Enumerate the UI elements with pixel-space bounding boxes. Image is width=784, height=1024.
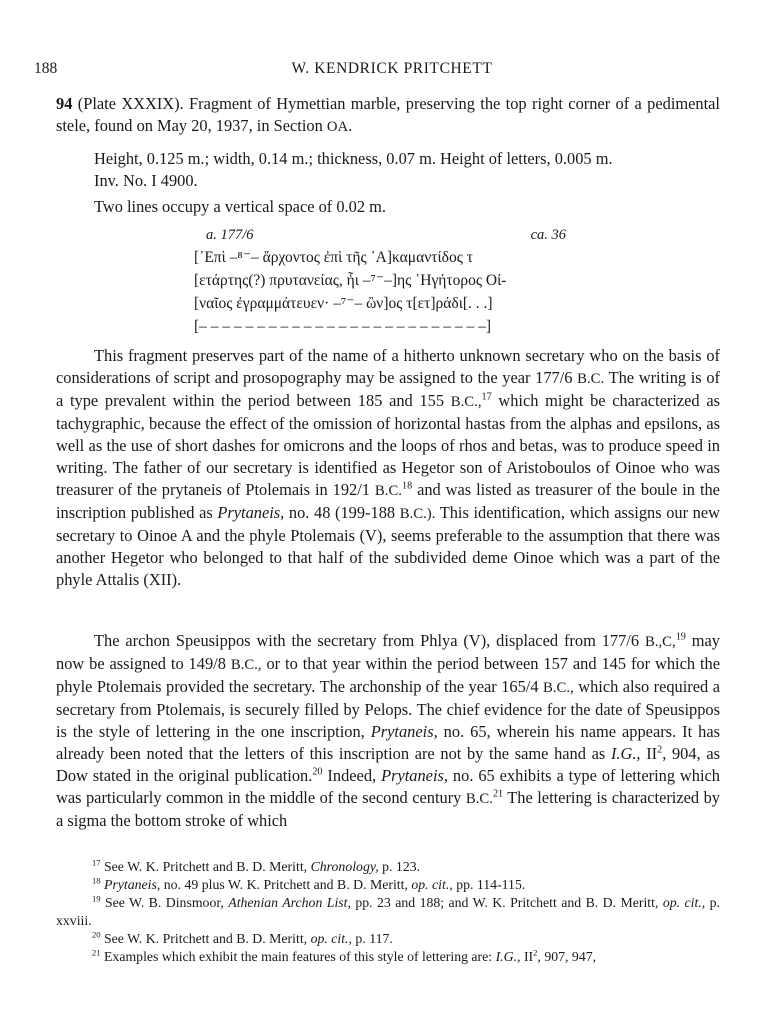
dimensions: Height, 0.125 m.; width, 0.14 m.; thickness, 0.07 m. Height of letters, 0.005 m.	[94, 149, 613, 168]
footnote-text: See W. K. Pritchett and B. D. Meritt,	[104, 859, 308, 874]
footnote-18	[92, 876, 722, 894]
footnote-text: See W. B. Dinsmoor,	[104, 895, 224, 910]
footnote-text: p. xxviii.	[56, 895, 720, 928]
page-header	[0, 60, 784, 84]
footnote-ref-19[interactable]: 19	[675, 631, 686, 643]
paragraph-text: The lettering is characterized by a sigma the bottom stroke of which	[56, 788, 720, 830]
era-abbrev: B.C.	[577, 371, 605, 387]
edition-superscript: 2	[533, 947, 538, 958]
era-abbrev: B.C.	[465, 791, 493, 807]
paragraph-text: II	[646, 744, 658, 763]
paragraph-text: no. 65 exhibits a type of lettering which was particularly common in the middle of the second century	[56, 766, 720, 807]
paragraph-text: This identification, which assigns our new secretary to Oinoe A and the phyle Ptolemais (V), seems preferable to the assumption that there was another Hegetor who belonged to that half of the subdivided deme Oinoe which was a part of the phyle Attalis (XII).	[56, 503, 720, 589]
footnote-number: 20	[92, 929, 101, 940]
work-title: op. cit.,	[310, 931, 352, 946]
footnote-number: 19	[92, 893, 101, 904]
paragraph-text: which might be characterized as tachygraphic, because the effect of the omission of horizontal hastas from the alphas and epsilons, as well as the use of short dashes for omicrons and the loops of rhos and betas, was to produce speed in writing. The father of our secretary is identified as Hegetor son of Aristoboulos of Oinoe who was treasurer of the prytaneis of Ptolemais in 192/1	[56, 391, 720, 499]
paragraph-text: , 904, as Dow stated in the original publication.	[56, 744, 720, 785]
era-abbrev: B.C.,	[543, 680, 574, 696]
inscription-line: [ναῖος ἐγραμμάτευεν· –⁷⁻– ὢν]ος τ[ετ]ράδι[. . .]	[194, 295, 493, 312]
entry-intro-text: (Plate XXXIX). Fragment of Hymettian marble, preserving the top right corner of a pedimental stele, found on May 20, 1937, in Section	[56, 94, 720, 135]
work-title: Prytaneis,	[104, 877, 161, 892]
work-title: Prytaneis,	[370, 722, 438, 741]
paragraph-text: Indeed,	[327, 766, 377, 785]
paragraph-text: or to that year within the period between 157 and 145 for which the phyle Ptolemais provided the secretary. The archonship of the year 165/4	[56, 654, 720, 696]
work-title: Chronology,	[310, 859, 379, 874]
footnote-text: pp. 23 and 188; and W. K. Pritchett and B. D. Meritt,	[355, 895, 659, 910]
paragraph-2	[56, 630, 720, 832]
running-head: W. KENDRICK PRITCHETT	[291, 60, 493, 77]
footnote-text: See W. K. Pritchett and B. D. Meritt,	[104, 931, 308, 946]
footnote-text: pp. 114-115.	[456, 877, 526, 892]
paragraph-text: which also required a secretary from Ptolemais, is securely filled by Pelops. The chief evidence for the date of Speusippos is the style of lettering in the one inscription,	[56, 677, 720, 741]
footnote-ref-21[interactable]: 21	[492, 788, 504, 800]
footnote-number: 21	[92, 947, 101, 958]
footnote-17	[92, 858, 722, 876]
inscription-letter-count: ca. 36	[530, 227, 566, 243]
footnote-text: II	[523, 949, 534, 964]
entry-number: 94	[56, 94, 73, 113]
footnote-number: 17	[92, 857, 101, 868]
footnote-ref-20[interactable]: 20	[312, 766, 323, 778]
era-abbrev: B.C.,	[230, 657, 262, 673]
footnote-21	[92, 948, 722, 966]
work-title: op. cit.,	[411, 877, 453, 892]
footnote-text: Examples which exhibit the main features of this style of lettering are:	[104, 949, 493, 964]
footnote-text: , 907, 947,	[537, 949, 597, 964]
inscription-line: [᾿Επὶ –⁸⁻– ἄρχοντος ἐπὶ τῆς ᾿Α]καμαντίδος τ	[194, 249, 473, 266]
era-abbrev: B.,C,	[644, 634, 676, 650]
work-title: Prytaneis,	[217, 503, 285, 522]
era-abbrev: B.C.).	[399, 506, 436, 522]
paragraph-text: may now be assigned to 149/8	[56, 631, 720, 673]
paragraph-text: This fragment preserves part of the name of a hitherto unknown secretary who on the basis of considerations of script and prosopography may be assigned to the year 177/6	[56, 346, 720, 387]
inscription-line: [– – – – – – – – – – – – – – – – – – – – – – – – –]	[194, 318, 492, 335]
work-title: I.G.,	[495, 949, 521, 964]
edition-superscript: 2	[657, 744, 663, 756]
line-spacing: Two lines occupy a vertical space of 0.02 m.	[94, 197, 386, 216]
footnote-ref-18[interactable]: 18	[401, 480, 413, 492]
footnote-ref-17[interactable]: 17	[481, 391, 492, 403]
footnote-text: p. 123.	[382, 859, 421, 874]
paragraph-text: no. 48 (199-188	[288, 503, 396, 522]
era-abbrev: B.C.,	[450, 394, 482, 410]
work-title: Prytaneis,	[381, 766, 448, 785]
section-label: OA	[326, 119, 349, 135]
entry-measurements	[94, 148, 722, 218]
inscription-line: [ετάρτης(?) πρυτανείας, ἧι –⁷⁻–]ης ῾Ηγήτορος Οἰ-	[194, 272, 507, 289]
paragraph-1	[56, 345, 720, 591]
entry-intro: 94 (Plate XXXIX). Fragment of Hymettian marble, preserving the top right corner of a pedimental stele, found on May 20, 1937, in Section OA.	[56, 94, 720, 135]
paragraph-text: The archon Speusippos with the secretary from Phlya (V), displaced from 177/6	[94, 631, 640, 650]
paragraph-text: and was listed as treasurer of the boule in the inscription published as	[56, 480, 720, 522]
footnote-text: no. 49 plus W. K. Pritchett and B. D. Meritt,	[163, 877, 408, 892]
work-title: op. cit.,	[662, 895, 706, 910]
footnote-text: p. 117.	[355, 931, 393, 946]
page-number: 188	[34, 60, 58, 77]
inventory-number: Inv. No. I 4900.	[94, 171, 198, 190]
inscription-header	[194, 224, 574, 246]
era-abbrev: B.C.	[374, 483, 402, 499]
paragraph-text: no. 65, wherein his name appears. It has already been noted that the letters of this inscription are not by the same hand as	[56, 722, 720, 763]
footnote-number: 18	[92, 875, 101, 886]
footnote-19	[56, 894, 720, 930]
paragraph-text: The writing is of a type prevalent within the period between 185 and 155	[56, 368, 720, 410]
footnote-20	[92, 930, 722, 948]
work-title: Athenian Archon List,	[228, 895, 351, 910]
work-title: I.G.,	[610, 744, 641, 763]
inscription-text	[194, 224, 574, 338]
inscription-date: a. 177/6	[206, 227, 254, 243]
